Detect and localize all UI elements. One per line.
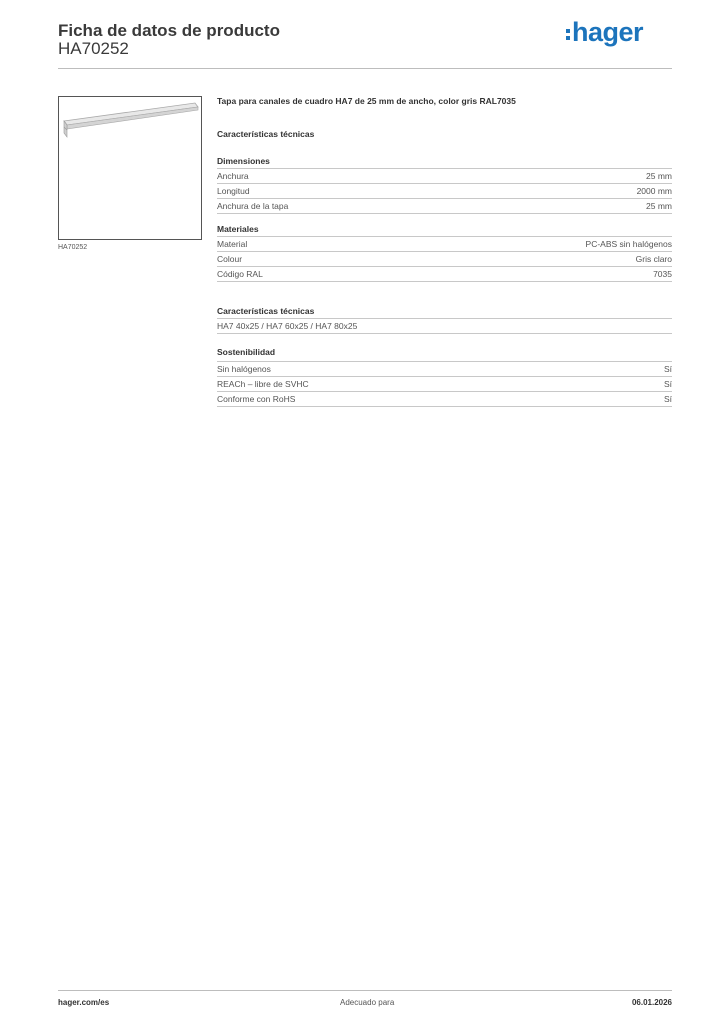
table-row	[217, 319, 672, 334]
row-label: Sin halógenos	[217, 364, 271, 374]
table-row	[217, 377, 672, 392]
doc-title: Ficha de datos de producto	[58, 21, 280, 40]
sustainability-title: Sostenibilidad	[217, 347, 276, 357]
table-row	[217, 392, 672, 407]
footer-divider	[58, 990, 672, 991]
row-value: Gris claro	[635, 254, 672, 264]
dimensions-title: Dimensiones	[217, 155, 672, 169]
footer-website-link[interactable]: hager.com/es	[58, 998, 110, 1007]
table-row	[217, 199, 672, 214]
compatibility-title: Características técnicas	[217, 305, 672, 319]
header-divider	[58, 68, 672, 69]
row-value: 7035	[653, 269, 672, 279]
materials-title: Materiales	[217, 223, 672, 237]
product-image	[58, 96, 202, 240]
table-row	[217, 252, 672, 267]
product-code: HA70252	[58, 39, 129, 58]
row-label: Colour	[217, 254, 243, 264]
logo-dots-icon	[566, 29, 570, 40]
row-value: PC-ABS sin halógenos	[585, 239, 672, 249]
compatibility-text: HA7 40x25 / HA7 60x25 / HA7 80x25	[217, 321, 358, 331]
row-value: Sí	[663, 364, 672, 374]
table-row	[217, 267, 672, 282]
tech-heading: Características técnicas	[217, 129, 315, 139]
row-label: REACh – libre de SVHC	[217, 379, 309, 389]
logo-wordmark: hager	[572, 16, 644, 47]
footer-suitable-label: Adecuado para	[340, 998, 395, 1007]
row-label: Anchura	[217, 171, 249, 181]
compatibility-section	[217, 305, 672, 334]
row-label: Conforme con RoHS	[217, 394, 296, 404]
row-value: 2000 mm	[636, 186, 672, 196]
footer-date: 06.01.2026	[631, 998, 672, 1007]
row-label: Material	[217, 239, 248, 249]
table-row	[217, 237, 672, 252]
materials-section	[217, 223, 672, 282]
cover-profile-icon	[59, 97, 201, 239]
hager-logo	[566, 16, 643, 48]
row-label: Longitud	[217, 186, 250, 196]
dimensions-section	[217, 155, 672, 214]
table-row	[217, 362, 672, 377]
table-row	[217, 184, 672, 199]
row-value: 25 mm	[646, 201, 672, 211]
row-value: 25 mm	[646, 171, 672, 181]
sustainability-section	[217, 345, 672, 407]
row-label: Anchura de la tapa	[217, 201, 289, 211]
product-description: Tapa para canales de cuadro HA7 de 25 mm de ancho, color gris RAL7035	[217, 96, 516, 106]
product-details	[217, 96, 672, 404]
row-label: Código RAL	[217, 269, 263, 279]
table-row	[217, 169, 672, 184]
image-caption: HA70252	[58, 244, 88, 251]
row-value: Sí	[663, 394, 672, 404]
row-value: Sí	[663, 379, 672, 389]
